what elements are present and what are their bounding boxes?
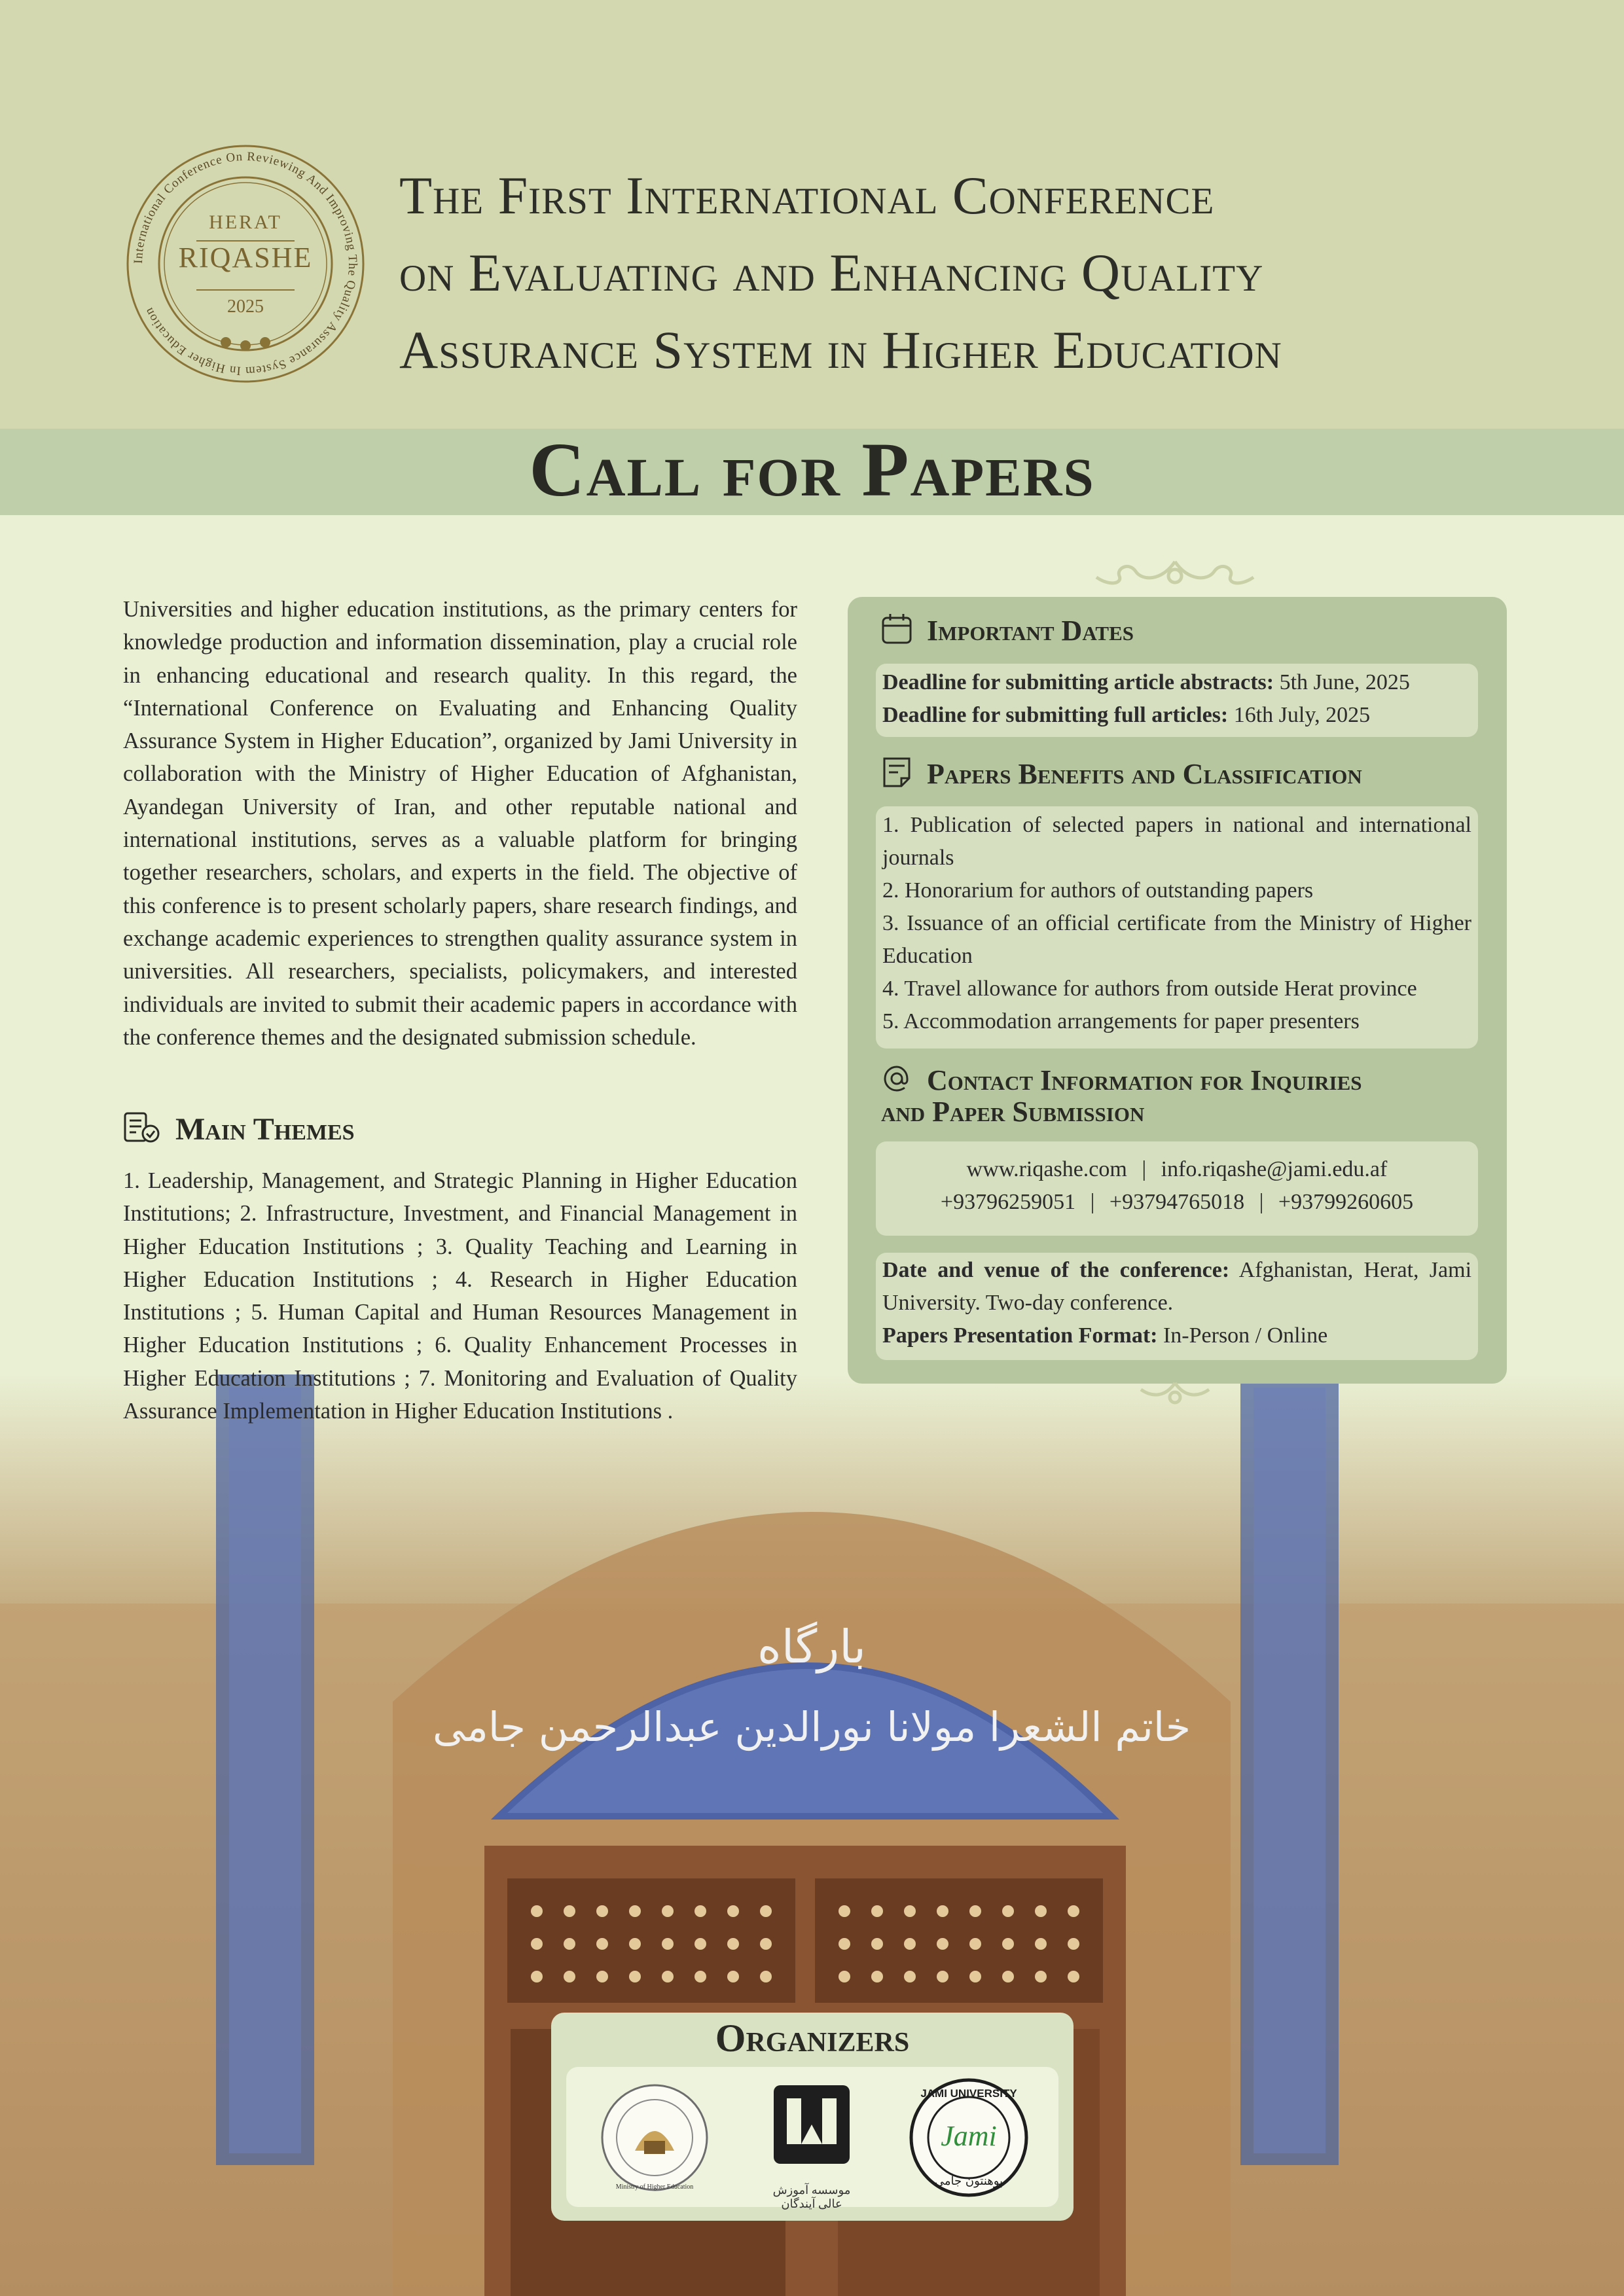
contact-heading — [881, 1063, 1362, 1128]
benefit-item: 1. Publication of selected papers in national and international journals — [882, 813, 1471, 870]
benefit-item: 3. Issuance of an official certificate from the Ministry of Higher Education — [882, 911, 1471, 968]
benefits-heading — [881, 756, 1362, 792]
abstract-deadline-label: Deadline for submitting article abstracts: — [882, 670, 1274, 694]
title-line-1: The First International Conference — [399, 166, 1215, 225]
conference-title — [399, 157, 1578, 389]
note-icon — [881, 756, 912, 792]
organizers-title: Organizers — [715, 2017, 910, 2060]
website-link[interactable]: www.riqashe.com — [966, 1157, 1127, 1181]
email-link[interactable]: info.riqashe@jami.edu.af — [1161, 1157, 1388, 1181]
title-line-2: on Evaluating and Enhancing Quality — [399, 243, 1264, 302]
phone-number[interactable]: +93794765018 — [1109, 1190, 1245, 1214]
separator: | — [1142, 1157, 1147, 1181]
separator: | — [1090, 1190, 1095, 1214]
main-themes-text: 1. Leadership, Management, and Strategic Planning in Higher Education Institutions; 2. Infrastructure, Investment, and Financial Management in Higher Education Institutions ; 3. Quality Teaching and Learning in Higher Education Institutions ; 4. Research in Higher Education Institutions ; 5. Human Capital and Human Resources Management in Higher Education Institutions ; 6. Quality Enhancement Processes in Higher Education Institutions ; 7. Monitoring and Evaluation of Quality Assurance Implementation in Higher Education Institutions . — [123, 1168, 797, 1424]
benefits-box — [876, 806, 1478, 1049]
jami-ring-text: JAMI UNIVERSITY — [920, 2087, 1017, 2100]
intro-paragraph: Universities and higher education institutions, as the primary centers for knowledge production and information dissemination, play a crucial role in enhancing educational and research quality. In this regard, the “International Conference on Evaluating and Enhancing Quality Assurance System in Higher Education”, organized by Jami University in collaboration with the Ministry of Higher Education of Afghanistan, Ayandegan University of Iran, and other reputable national and international institutions, serves as a valuable platform for bringing together researchers, scholars, and experts in the field. The objective of this conference is to present scholarly papers, share research findings, and exchange academic experiences to strengthen quality assurance system in universities. All researchers, specialists, policymakers, and interested individuals are invited to submit their academic papers in accordance with the conference themes and the designated submission schedule. — [123, 597, 797, 1050]
full-deadline-value: 16th July, 2025 — [1233, 703, 1371, 727]
important-dates-title: Important Dates — [927, 615, 1134, 647]
riqashe-seal — [124, 143, 367, 385]
jami-name: Jami — [941, 2120, 997, 2152]
top-ornament-icon — [1090, 555, 1260, 594]
seal-city: HERAT — [209, 211, 282, 233]
separator: | — [1259, 1190, 1264, 1214]
contact-box — [876, 1141, 1478, 1236]
format-label: Papers Presentation Format: — [882, 1323, 1158, 1348]
benefit-item: 5. Accommodation arrangements for paper presenters — [882, 1009, 1360, 1033]
benefit-item: 4. Travel allowance for authors from outside Herat province — [882, 977, 1417, 1001]
venue-label: Date and venue of the conference: — [882, 1258, 1230, 1282]
checklist-icon — [123, 1111, 161, 1147]
main-themes-heading — [123, 1109, 355, 1149]
jami-logo-icon — [903, 2072, 1034, 2203]
abstract-deadline-row — [882, 666, 1471, 699]
seal-acronym: RIQASHE — [178, 242, 313, 274]
benefits-title: Papers Benefits and Classification — [927, 758, 1362, 790]
main-themes-title: Main Themes — [175, 1111, 355, 1147]
seal-ring-text: International Conference On Reviewing And Improving The Quality Assurance System In Higher Education — [131, 149, 360, 378]
benefit-item: 2. Honorarium for authors of outstanding papers — [882, 878, 1314, 903]
abstract-deadline-value: 5th June, 2025 — [1279, 670, 1410, 694]
contact-title-line-1: Contact Information for Inquiries — [927, 1064, 1362, 1096]
venue-box — [876, 1253, 1478, 1360]
full-deadline-row — [882, 699, 1471, 732]
ayandegan-caption: موسسه آموزش عالی آیندگان — [772, 2183, 851, 2210]
seal-year: 2025 — [227, 296, 264, 317]
format-value: In-Person / Online — [1163, 1323, 1328, 1348]
calendar-icon — [881, 613, 912, 649]
full-deadline-label: Deadline for submitting full articles: — [882, 703, 1229, 727]
important-dates-box — [876, 664, 1478, 737]
contact-phone-row — [882, 1186, 1471, 1219]
venue-row — [882, 1254, 1471, 1319]
at-sign-icon — [881, 1063, 912, 1098]
important-dates-heading — [881, 613, 1134, 649]
inscription-line-1: بارگاه — [757, 1620, 866, 1674]
phone-number[interactable]: +93796259051 — [940, 1190, 1076, 1214]
phone-number[interactable]: +93799260605 — [1278, 1190, 1414, 1214]
call-for-papers-title: Call for Papers — [529, 427, 1095, 512]
contact-web-row — [882, 1153, 1471, 1186]
format-row — [882, 1319, 1471, 1352]
bottom-ornament-icon — [1136, 1378, 1214, 1410]
inscription-line-2: خاتم الشعرا مولانا نورالدین عبدالرحمن جامی — [432, 1703, 1191, 1751]
ministry-caption: Ministry of Higher Education — [615, 2183, 694, 2191]
title-line-3: Assurance System in Higher Education — [399, 320, 1282, 380]
contact-title-line-2: and Paper Submission — [881, 1096, 1145, 1128]
venue-value: Afghanistan, Herat, Jami University. Two-day conference. — [882, 1258, 1472, 1315]
jami-persian: پوهنتون جامی — [934, 2174, 1003, 2188]
